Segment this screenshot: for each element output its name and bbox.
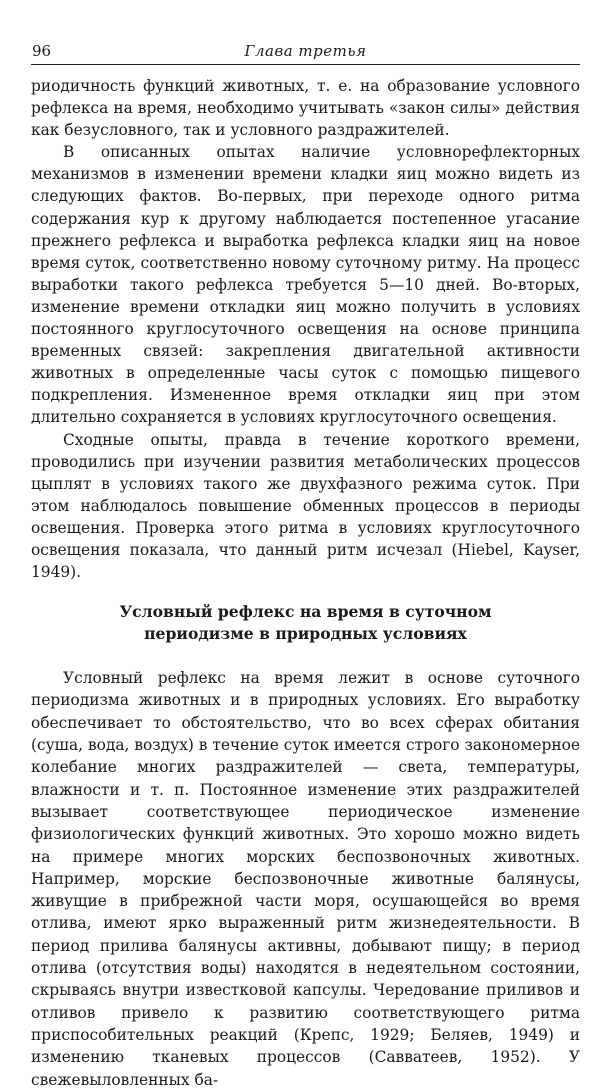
section-paragraph: Условный рефлекс на время лежит в основе суточного периодизма животных и в природных условиях. Его выработку обеспечивает то обстоятельство, что во всех сферах обитания (суша, вода, воздух) в течение суток имеется строго закономерное колебание многих раздражителей — света, температуры, влажности и т. п. Постоянное изменение этих раздражителей вызывает соответствующее периодическое изменение физиологических функций животных. Это хорошо можно видеть на примере многих морских беспозвоночных животных. Например, морские беспозвоночные животные балянусы, живущие в прибрежной части моря, осушающейся во время отлива, имеют ярко выраженный ритм жизнедеятельности. В период прилива балянусы активны, добывают пищу; в период отлива (отсутствия воды) находятся в недеятельном состоянии, скрываясь внутри известковой капсулы. Чередование приливов и отливов привело к развитию соответствующего ритма приспособительных реакций (Крепс, 1929; Беляев, 1949) и изменению тканевых процессов (Савватеев, 1952). У свежевыловленных ба- (31, 669, 580, 1089)
running-head (31, 38, 580, 65)
body-text (31, 75, 580, 583)
paragraph: Сходные опыты, правда в течение короткого времени, проводились при изучении развития метаболических процессов цыплят в условиях такого же двухфазного режима суток. При этом наблюдалось повышение обменных процессов в периоды освещения. Проверка этого ритма в условиях круглосуточного освещения показала, что данный ритм исчезал (Hiebel, Kayser, 1949). (31, 430, 580, 582)
chapter-title: Глава третья (244, 42, 367, 60)
page-number: 96 (32, 42, 52, 60)
section-text (31, 667, 580, 1091)
paragraph: В описанных опытах наличие условнорефлекторных механизмов в изменении времени кладки яиц можно видеть из следующих фактов. Во-первых, при переходе одного ритма содержания кур к другому наблюдается постепенное угасание прежнего рефлекса и выработка рефлекса кладки яиц на новое время суток, соответственно новому суточному ритму. На процесс выработки такого рефлекса требуется 5—10 дней. Во-вторых, изменение времени откладки яиц можно получить в условиях постоянного круглосуточного освещения на основе принципа временных связей: закрепления двигательной активности животных в определенные часы суток с помощью пищевого подкрепления. Измененное время откладки яиц при этом длительно сохраняется в условиях круглосуточного освещения. (31, 143, 580, 427)
book-page (31, 38, 580, 1091)
paragraph-continuation: риодичность функций животных, т. е. на образование условного рефлекса на время, необходимо учитывать «закон силы» действия как безусловного, так и условного раздражителей. (31, 77, 580, 140)
section-heading: Условный рефлекс на время в суточном периодизме в природных условиях (119, 602, 492, 644)
